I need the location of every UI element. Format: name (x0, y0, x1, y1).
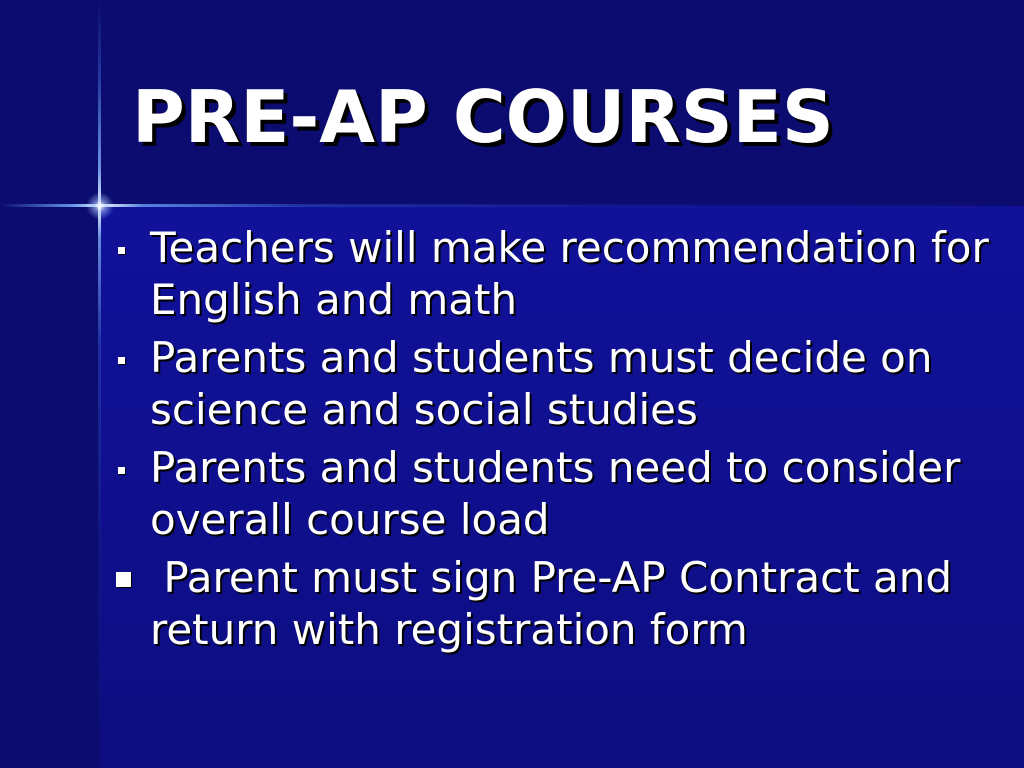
left-band (0, 206, 100, 768)
bullet-list (150, 222, 1010, 662)
horizontal-light-streak (0, 204, 1024, 207)
slide-title: PRE-AP COURSES (132, 75, 834, 159)
bullet-text: Teachers will make recommendation for English and math (150, 223, 989, 324)
bullet-text: Parents and students must decide on science and social studies (150, 333, 933, 434)
square-bullet-icon (118, 247, 125, 254)
bullet-item (150, 552, 1010, 656)
bullet-item (150, 332, 1010, 436)
square-bullet-icon (118, 467, 125, 474)
bullet-item (150, 442, 1010, 546)
bullet-text: Parent must sign Pre-AP Contract and return with registration form (150, 553, 966, 654)
square-bullet-icon (116, 572, 131, 587)
bullet-text: Parents and students need to consider overall course load (150, 443, 961, 544)
light-flare (86, 192, 114, 220)
vertical-light-streak (98, 0, 101, 768)
square-bullet-icon (118, 357, 125, 364)
bullet-item (150, 222, 1010, 326)
